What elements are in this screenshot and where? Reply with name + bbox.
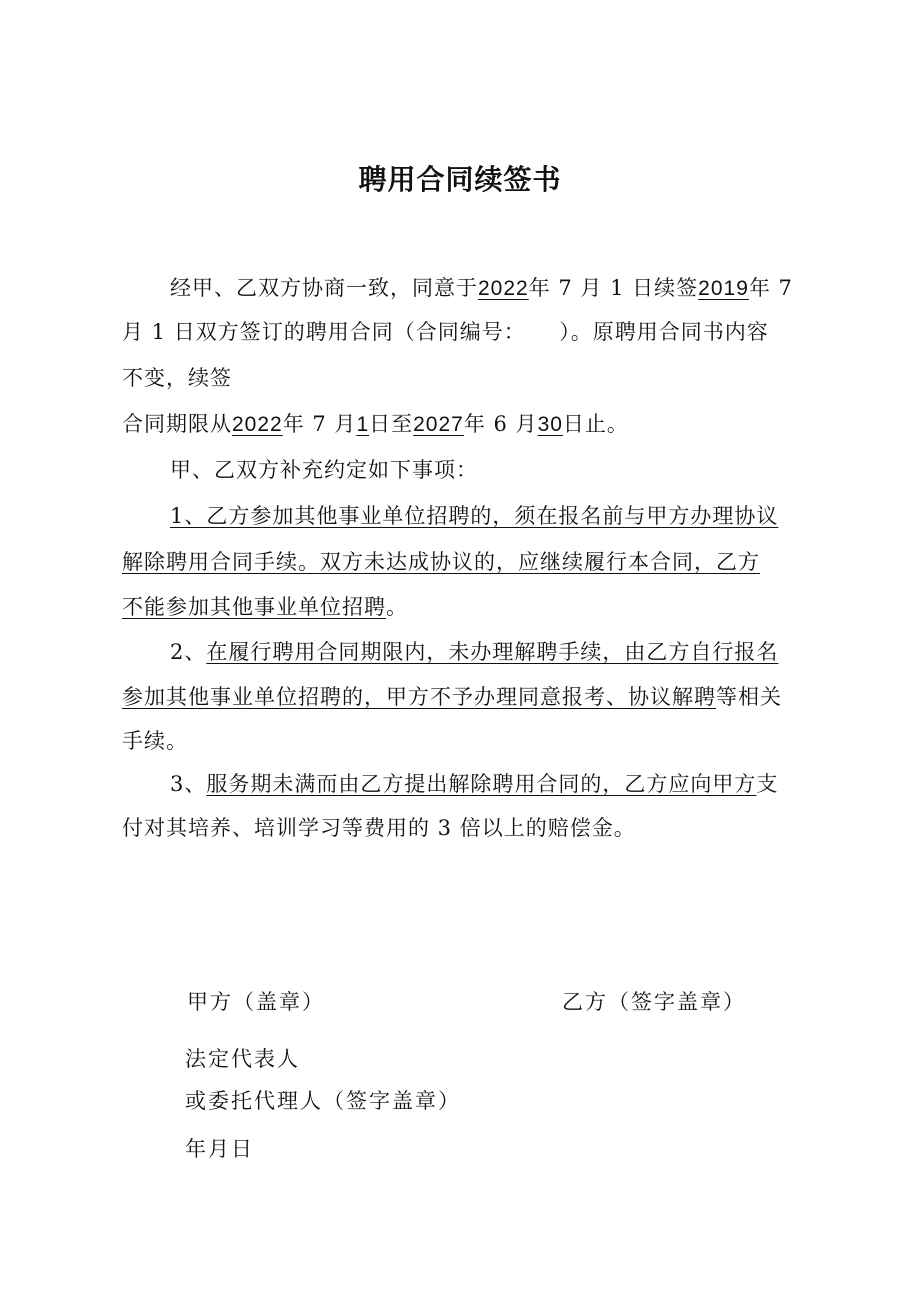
item3-text1: 服务期未满而由乙方提出解除聘用合同的，乙方应向甲方 bbox=[206, 772, 757, 796]
period-text-d: 年 6 月 bbox=[463, 412, 538, 436]
authorized-agent-label: 或委托代理人（签字盖章） bbox=[185, 1089, 461, 1113]
item2-line2 bbox=[122, 683, 782, 711]
start-day: 1 bbox=[356, 413, 370, 436]
item2-line3: 手续。 bbox=[122, 729, 188, 753]
para1-text-a: 经甲、乙双方协商一致，同意于 bbox=[170, 276, 478, 300]
start-year: 2022 bbox=[232, 413, 283, 436]
item1-text3-end: 。 bbox=[386, 595, 408, 619]
original-contract-year: 2019 bbox=[698, 277, 749, 300]
item1-line3 bbox=[122, 593, 408, 621]
document-title: 聘用合同续签书 bbox=[358, 163, 562, 196]
period-text-e: 日止。 bbox=[562, 412, 629, 436]
end-year: 2027 bbox=[413, 413, 464, 436]
item1-text2: 解除聘用合同手续。双方未达成协议的，应继续履行本合同，乙方 bbox=[122, 550, 760, 574]
item2-line1 bbox=[170, 638, 778, 666]
party-a-seal-label: 甲方（盖章） bbox=[187, 990, 325, 1014]
item2-text2: 参加其他事业单位招聘的，甲方不予办理同意报考、协议解聘 bbox=[122, 685, 716, 709]
supplementary-heading: 甲、乙双方补充约定如下事项： bbox=[170, 458, 478, 482]
legal-representative-label: 法定代表人 bbox=[185, 1047, 300, 1071]
period-text-b: 年 7 月 bbox=[282, 412, 357, 436]
end-day: 30 bbox=[537, 413, 563, 436]
item2-number: 2、 bbox=[170, 640, 207, 664]
item1-text1: 1、乙方参加其他事业单位招聘的，须在报名前与甲方办理协议 bbox=[170, 504, 779, 528]
party-b-signature-label: 乙方（签字盖章） bbox=[562, 990, 746, 1014]
contract-period-line bbox=[122, 410, 629, 439]
para1-line1 bbox=[170, 274, 793, 303]
item3-line1 bbox=[170, 770, 778, 798]
date-label: 年月日 bbox=[185, 1137, 254, 1161]
renewal-year: 2022 bbox=[478, 277, 529, 300]
item1-line1 bbox=[170, 502, 778, 530]
item3-line2: 付对其培养、培训学习等费用的 3 倍以上的赔偿金。 bbox=[122, 816, 636, 840]
item1-line2 bbox=[122, 548, 760, 576]
item3-text1-end: 支 bbox=[756, 772, 779, 796]
period-text-a: 合同期限从 bbox=[122, 412, 232, 436]
item2-text2-end: 等相关 bbox=[716, 685, 782, 709]
para1-line2: 月 1 日双方签订的聘用合同（合同编号： ）。原聘用合同书内容 bbox=[122, 320, 769, 344]
para1-text-c: 年 7 bbox=[748, 276, 793, 300]
item1-text3: 不能参加其他事业单位招聘 bbox=[122, 595, 386, 619]
item2-text1: 在履行聘用合同期限内，未办理解聘手续，由乙方自行报名 bbox=[206, 640, 779, 664]
para1-text-b: 年 7 月 1 日续签 bbox=[528, 276, 699, 300]
period-text-c: 日至 bbox=[369, 412, 414, 436]
para1-line3: 不变，续签 bbox=[122, 366, 232, 390]
item3-number: 3、 bbox=[170, 772, 207, 796]
